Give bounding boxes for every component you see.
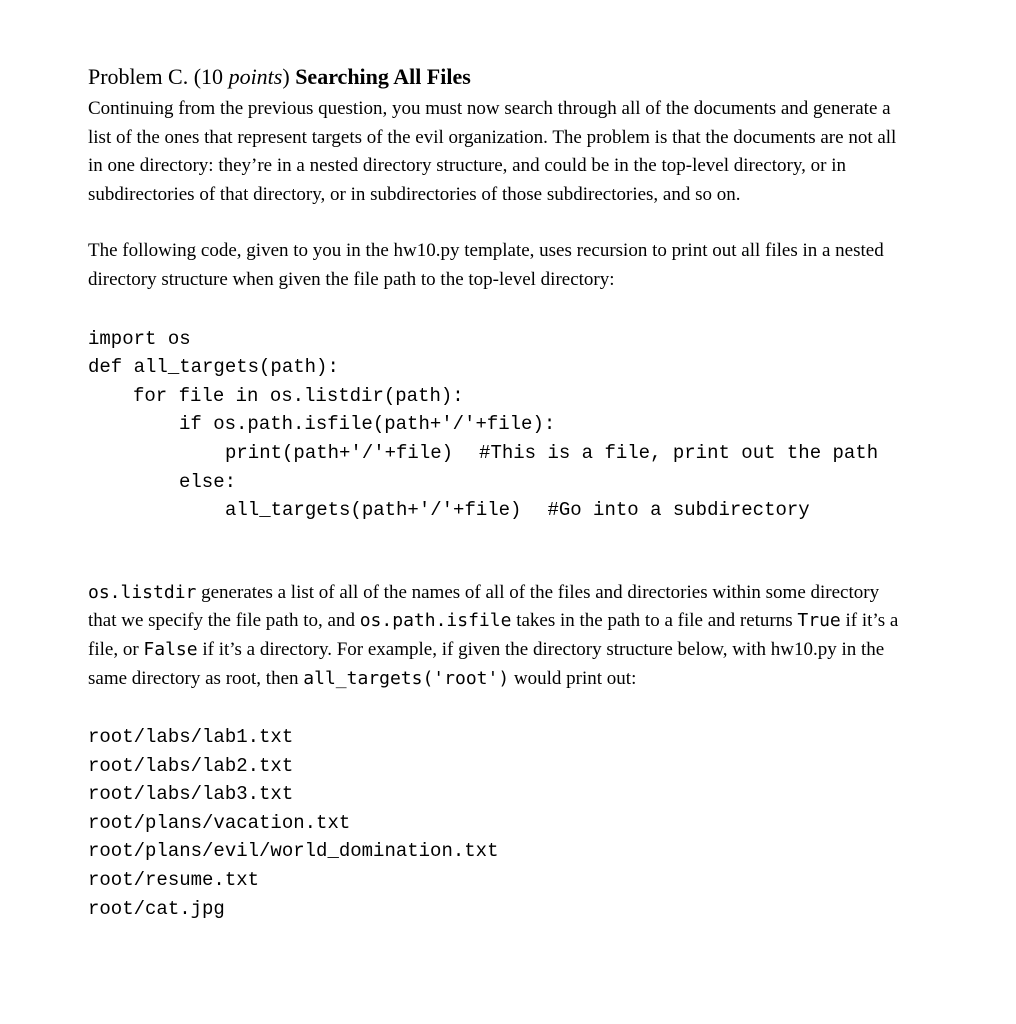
inline-code: False bbox=[143, 638, 198, 660]
output-listing bbox=[88, 723, 908, 923]
code-comment: #This is a file, print out the path bbox=[479, 441, 879, 464]
output-line: root/labs/lab3.txt bbox=[88, 783, 294, 806]
output-line: root/cat.jpg bbox=[88, 897, 225, 920]
code-intro-paragraph: The following code, given to you in the hw10.py template, uses recursion to print out all files in a nested directory structure when given the file path to the top-level directory: bbox=[88, 240, 884, 290]
code-comment: #Go into a subdirectory bbox=[547, 499, 810, 522]
output-line: root/labs/lab1.txt bbox=[88, 726, 294, 749]
code-statement: all_targets(path+'/'+file) bbox=[225, 499, 522, 522]
inline-code: os.path.isfile bbox=[359, 610, 512, 632]
code-statement: print(path+'/'+file) bbox=[225, 441, 454, 464]
output-line: root/plans/evil/world_domination.txt bbox=[88, 840, 499, 863]
title-topic: Searching All Files bbox=[295, 64, 471, 89]
explanation-paragraph: os.listdir generates a list of all of the names of all of the files and directories within some directory that we specify the file path to, and os.path.isfile takes in the path to a file and returns True if it’s a file, or False if it’s a directory. For example, if given the directory structure below, with hw10.py in the same directory as root, then all_targets('root') would print out: bbox=[88, 581, 899, 689]
document-page bbox=[88, 62, 908, 923]
code-line: import os bbox=[88, 327, 191, 350]
inline-code: os.listdir bbox=[88, 581, 197, 603]
code-line bbox=[88, 439, 908, 468]
code-line bbox=[88, 496, 908, 525]
title-points: points bbox=[228, 64, 283, 89]
problem-title bbox=[88, 62, 908, 92]
code-line: else: bbox=[179, 470, 237, 493]
code-line: for file in os.listdir(path): bbox=[133, 384, 464, 407]
output-line: root/plans/vacation.txt bbox=[88, 811, 351, 834]
code-line: def all_targets(path): bbox=[88, 356, 339, 379]
inline-code: True bbox=[797, 610, 841, 632]
code-line: if os.path.isfile(path+'/'+file): bbox=[179, 413, 556, 436]
title-prefix: Problem C. (10 bbox=[88, 64, 229, 89]
code-block bbox=[88, 325, 908, 525]
output-line: root/resume.txt bbox=[88, 869, 260, 892]
output-line: root/labs/lab2.txt bbox=[88, 754, 294, 777]
intro-paragraph: Continuing from the previous question, you must now search through all of the documents and generate a list of the ones that represent targets of the evil organization. The problem is that the documents are not all in one directory: they’re in a nested directory structure, and could be in the top-level directory, or in subdirectories of that directory, or in subdirectories of those subdirectories, and so on. bbox=[88, 98, 897, 205]
inline-code: all_targets('root') bbox=[303, 667, 510, 689]
title-suffix: ) bbox=[282, 64, 296, 89]
